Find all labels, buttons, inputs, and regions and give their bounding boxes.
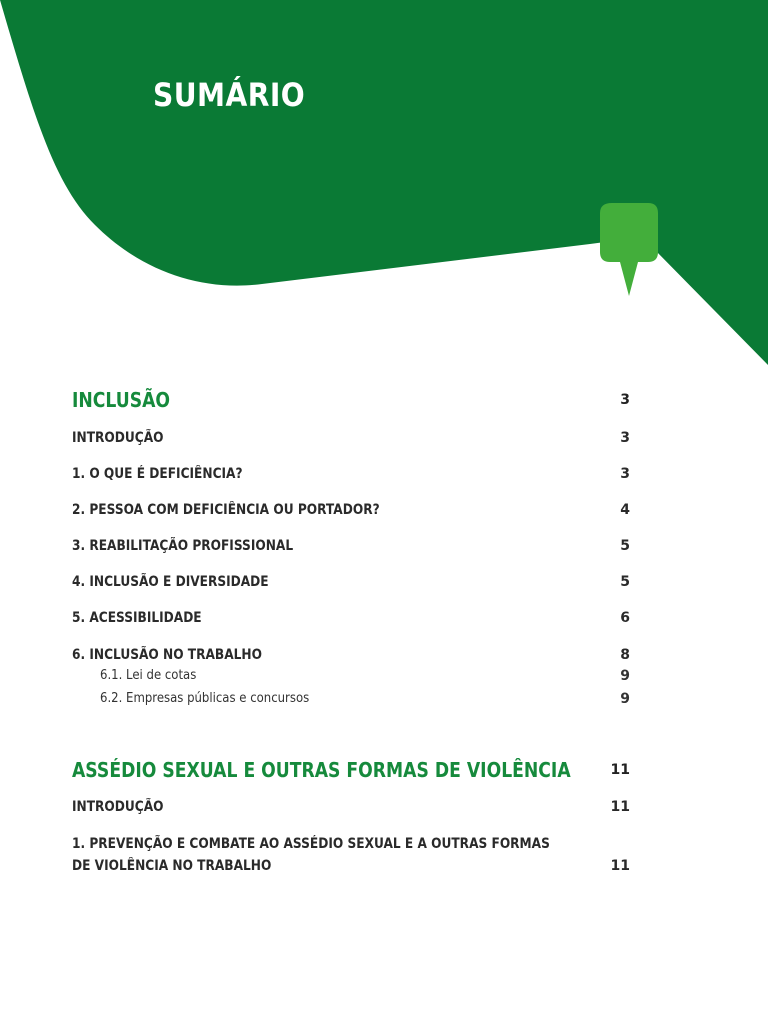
section-title: INCLUSÃO [72,388,171,412]
item-label: 3. REABILITAÇÃO PROFISSIONAL [72,538,294,554]
item-label: INTRODUÇÃO [72,430,164,446]
section-page: 3 [620,392,630,408]
item-page: 3 [620,466,630,482]
item-page: 5 [620,538,630,554]
section-title: ASSÉDIO SEXUAL E OUTRAS FORMAS DE VIOLÊNCIA [72,758,571,782]
item-page: 4 [620,502,630,518]
item-page: 6 [620,610,630,626]
item-page: 11 [610,858,630,874]
item-page: 8 [620,647,630,663]
subitem-label: 6.2. Empresas públicas e concursos [100,691,310,706]
item-label: 5. ACESSIBILIDADE [72,610,202,626]
page-title: SUMÁRIO [153,76,306,114]
item-label-line2: DE VIOLÊNCIA NO TRABALHO [72,858,272,874]
item-label-line1: 1. PREVENÇÃO E COMBATE AO ASSÉDIO SEXUAL E A OUTRAS FORMAS [72,836,550,852]
item-label: 4. INCLUSÃO E DIVERSIDADE [72,574,269,590]
section-page: 11 [610,762,630,778]
green-banner-shape [0,0,768,365]
subitem-page: 9 [620,691,630,707]
speech-bubble-icon [600,203,658,296]
item-label: 6. INCLUSÃO NO TRABALHO [72,647,262,663]
item-label: INTRODUÇÃO [72,799,164,815]
item-page: 11 [610,799,630,815]
item-page: 3 [620,430,630,446]
subitem-page: 9 [620,668,630,684]
item-page: 5 [620,574,630,590]
item-label: 2. PESSOA COM DEFICIÊNCIA OU PORTADOR? [72,502,380,518]
subitem-label: 6.1. Lei de cotas [100,668,197,683]
item-label: 1. O QUE É DEFICIÊNCIA? [72,466,243,482]
header-background [0,0,768,380]
